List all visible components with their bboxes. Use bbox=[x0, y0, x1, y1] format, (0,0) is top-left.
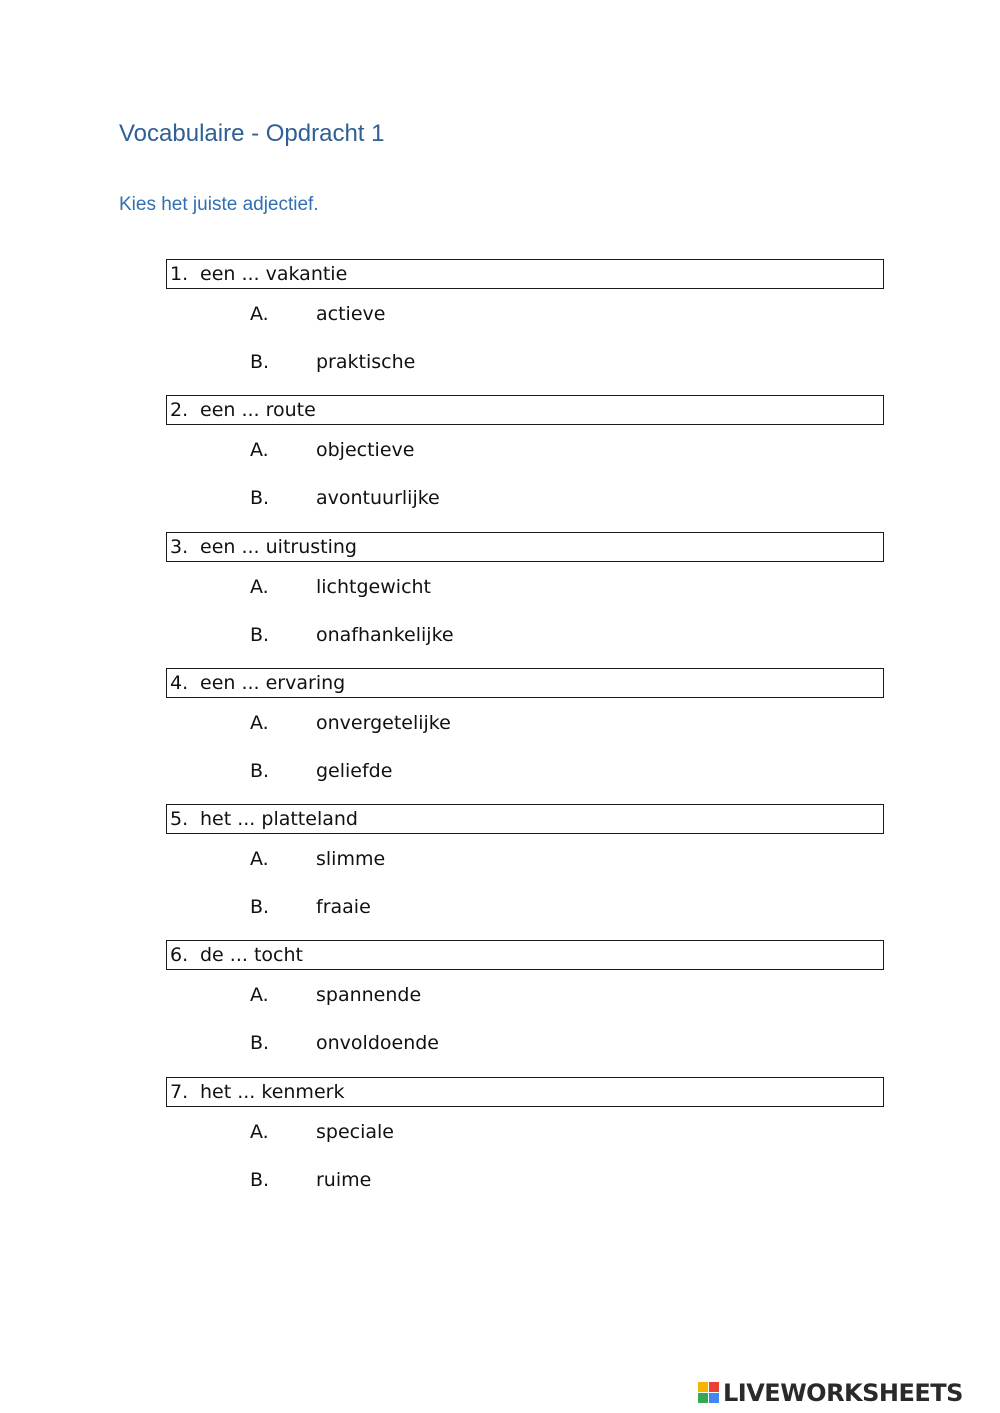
option-a[interactable] bbox=[250, 301, 650, 327]
option-text: spannende bbox=[316, 984, 422, 1007]
question-prompt-box bbox=[166, 395, 884, 425]
question-3 bbox=[166, 532, 884, 668]
option-letter: A. bbox=[250, 439, 269, 462]
option-letter: A. bbox=[250, 575, 269, 598]
question-1 bbox=[166, 259, 884, 395]
option-letter: B. bbox=[250, 896, 270, 919]
option-text: onvergetelijke bbox=[316, 711, 451, 734]
option-text: objectieve bbox=[316, 439, 415, 462]
option-text: onafhankelijke bbox=[316, 623, 454, 646]
page-title: Vocabulaire - Opdracht 1 bbox=[119, 120, 385, 147]
option-letter: A. bbox=[250, 848, 269, 871]
option-letter: A. bbox=[250, 711, 269, 734]
option-text: lichtgewicht bbox=[316, 575, 432, 598]
question-prompt-box bbox=[166, 1077, 884, 1107]
option-a[interactable] bbox=[250, 1119, 650, 1145]
option-letter: B. bbox=[250, 623, 270, 646]
option-a[interactable] bbox=[250, 710, 650, 736]
option-letter: A. bbox=[250, 1120, 269, 1143]
option-letter: B. bbox=[250, 1168, 270, 1191]
option-letter: A. bbox=[250, 303, 269, 325]
question-number: 3. bbox=[170, 535, 189, 558]
question-text: de ... tocht bbox=[200, 944, 303, 967]
question-number: 5. bbox=[170, 808, 189, 831]
option-text: speciale bbox=[316, 1120, 394, 1143]
question-number: 2. bbox=[170, 399, 189, 422]
question-prompt-box bbox=[166, 804, 884, 834]
question-5 bbox=[166, 804, 884, 940]
question-text: een ... ervaring bbox=[200, 671, 346, 694]
option-a[interactable] bbox=[250, 982, 650, 1008]
liveworksheets-logo-icon bbox=[698, 1382, 720, 1404]
option-a[interactable] bbox=[250, 574, 650, 600]
option-a[interactable] bbox=[250, 846, 650, 872]
question-prompt-box bbox=[166, 668, 884, 698]
liveworksheets-logo bbox=[698, 1378, 963, 1408]
option-b[interactable] bbox=[250, 349, 650, 375]
option-b[interactable] bbox=[250, 1167, 650, 1193]
option-b[interactable] bbox=[250, 758, 650, 784]
option-letter: B. bbox=[250, 351, 270, 373]
option-text: onvoldoende bbox=[316, 1032, 439, 1055]
question-6 bbox=[166, 940, 884, 1076]
option-text: fraaie bbox=[316, 896, 371, 919]
question-text: het ... kenmerk bbox=[200, 1080, 345, 1103]
option-letter: B. bbox=[250, 487, 270, 510]
option-text: avontuurlijke bbox=[316, 487, 440, 510]
question-prompt-box bbox=[166, 940, 884, 970]
option-letter: B. bbox=[250, 759, 270, 782]
question-number: 6. bbox=[170, 944, 189, 967]
option-text: geliefde bbox=[316, 759, 393, 782]
instruction-text: Kies het juiste adjectief. bbox=[119, 194, 319, 215]
option-text: praktische bbox=[316, 351, 416, 373]
option-b[interactable] bbox=[250, 485, 650, 511]
question-prompt-box bbox=[166, 259, 884, 289]
question-7 bbox=[166, 1077, 884, 1213]
option-letter: A. bbox=[250, 984, 269, 1007]
logo-text: LIVEWORKSHEETS bbox=[723, 1379, 963, 1407]
question-text: het ... platteland bbox=[200, 808, 358, 831]
question-prompt-box bbox=[166, 532, 884, 562]
question-4 bbox=[166, 668, 884, 804]
question-2 bbox=[166, 395, 884, 531]
question-text: een ... uitrusting bbox=[200, 535, 357, 558]
question-text: een ... vakantie bbox=[200, 263, 348, 285]
option-letter: B. bbox=[250, 1032, 270, 1055]
option-b[interactable] bbox=[250, 894, 650, 920]
option-text: ruime bbox=[316, 1168, 372, 1191]
question-number: 7. bbox=[170, 1080, 189, 1103]
question-list bbox=[166, 259, 884, 1213]
option-text: actieve bbox=[316, 303, 386, 325]
option-b[interactable] bbox=[250, 1030, 650, 1056]
question-text: een ... route bbox=[200, 399, 316, 422]
option-b[interactable] bbox=[250, 622, 650, 648]
option-text: slimme bbox=[316, 848, 386, 871]
question-number: 4. bbox=[170, 671, 189, 694]
question-number: 1. bbox=[170, 263, 189, 285]
option-a[interactable] bbox=[250, 437, 650, 463]
